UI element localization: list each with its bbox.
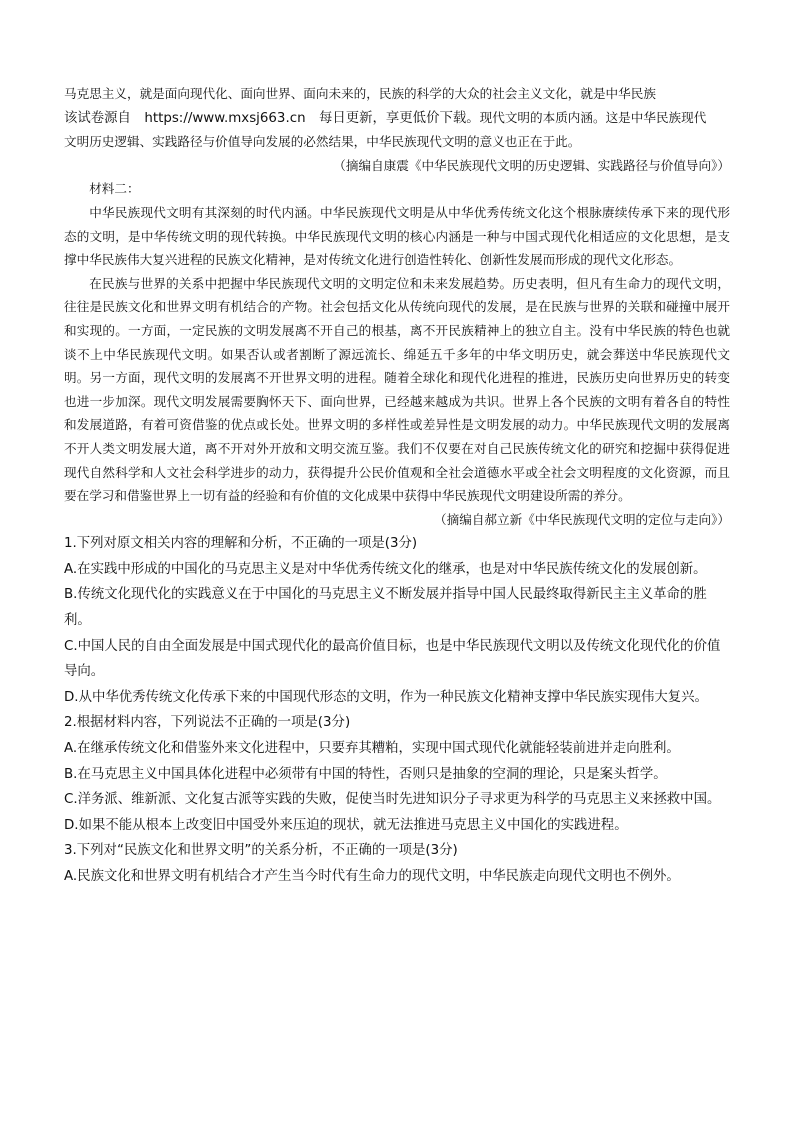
question-3 <box>64 838 730 889</box>
material-two-paragraph-2: 在民族与世界的关系中把握中华民族现代文明的文明定位和未来发展趋势。历史表明，但凡有生命力的现代文明，往往是民族文化和世界文明有机结合的产物。社会包括文化从传统向现代的发展，是在民族与世界的关联和碰撞中展开和实现的。一方面，一定民族的文明发展离不开自己的根基，离不开民族精神上的独立自主。没有中华民族的特色也就谈不上中华民族现代文明。如果否认或者割断了源远流长、绵延五千多年的中华文明历史，就会葬送中华民族现代文明。另一方面，现代文明的发展离不开世界文明的进程。随着全球化和现代化进程的推进，民族历史向世界历史的转变也进一步加深。现代文明发展需要胸怀天下、面向世界，已经越来越成为共识。世界上各个民族的文明有着各自的特性和发展道路，有着可资借鉴的优点或长处。世界文明的多样性或差异性是文明发展的动力。中华民族现代文明的发展离不开人类文明发展大道，离不开对外开放和文明交流互鉴。我们不仅要在对自己民族传统文化的研究和挖掘中获得促进现代自然科学和人文社会科学进步的动力，获得提升公民价值观和全社会道德水平或全社会文明程度的文化资源，而且要在学习和借鉴世界上一切有益的经验和有价值的文化成果中获得中华民族现代文明建设所需的养分。 <box>64 275 730 504</box>
intro-line-3: 文明历史逻辑、实践路径与价值导向发展的必然结果，中华民族现代文明的意义也正在于此。 <box>64 134 581 150</box>
question-2 <box>64 710 730 838</box>
option-c: C.中国人民的自由全面发展是中国式现代化的最高价值目标，也是中华民族现代文明以及传统文化现代化的价值导向。 <box>64 638 721 680</box>
material-two-source: （摘编自郝立新《中华民族现代文明的定位与走向》） <box>434 511 730 527</box>
option-a: A.民族文化和世界文明有机结合才产生当今时代有生命力的现代文明，中华民族走向现代文明也不例外。 <box>64 869 680 884</box>
question-stem: 1.下列对原文相关内容的理解和分析，不正确的一项是(3分) <box>64 536 418 552</box>
option-a: A.在继承传统文化和借鉴外来文化进程中，只要弃其糟粕，实现中国式现代化就能轻装前进并走向胜利。 <box>64 741 680 757</box>
material-two <box>64 177 730 531</box>
intro-line-2-rest: 现代文明的本质内涵。这是中华民族现代 <box>479 109 707 125</box>
question-1 <box>64 531 730 710</box>
material-one-source: （摘编自康震《中华民族现代文明的历史逻辑、实践路径与价值导向》） <box>333 157 730 173</box>
option-a: A.在实践中形成的中国化的马克思主义是对中华优秀传统文化的继承，也是对中华民族传统文化的发展创新。 <box>64 561 707 577</box>
option-b: B.在马克思主义中国具体化进程中必须带有中国的特性，否则只是抽象的空洞的理论，只是案头哲学。 <box>64 766 667 782</box>
material-two-paragraph-1: 中华民族现代文明有其深刻的时代内涵。中华民族现代文明是从中华优秀传统文化这个根脉赓续传承下来的现代形态的文明，是中华传统文明的现代转换。中华民族现代文明的核心内涵是一种与中国式现代化相适应的文化思想，是支撑中华民族伟大复兴进程的民族文化精神，是对传统文化进行创造性转化、创新性发展而形成的现代文化形态。 <box>64 204 730 268</box>
question-section <box>64 531 730 889</box>
question-stem: 3.下列对“民族文化和世界文明”的关系分析，不正确的一项是(3分) <box>64 843 458 859</box>
option-d: D.如果不能从根本上改变旧中国受外来压迫的现状，就无法推进马克思主义中国化的实践进程。 <box>64 817 628 833</box>
option-c: C.洋务派、维新派、文化复古派等实践的失败，促使当时先进知识分子寻求更为科学的马克思主义来拯救中国。 <box>64 792 721 808</box>
intro-line-1: 马克思主义，就是面向现代化、面向世界、面向未来的，民族的科学的大众的社会主义文化，就是中华民族 <box>64 86 656 101</box>
option-b: B.传统文化现代化的实践意义在于中国化的马克思主义不断发展并指导中国人民最终取得新民主主义革命的胜利。 <box>64 587 707 629</box>
material-two-label: 材料二： <box>89 181 140 197</box>
intro-line-2 <box>64 106 730 131</box>
source-watermark-text: 该试卷源自 https://www.mxsj663.cn 每日更新，享更低价下载。 <box>64 110 480 126</box>
option-d: D.从中华优秀传统文化传承下来的中国现代形态的文明，作为一种民族文化精神支撑中华民族实现伟大复兴。 <box>64 689 708 705</box>
material-one-tail <box>64 82 730 177</box>
question-stem: 2.根据材料内容，下列说法不正确的一项是(3分) <box>64 715 351 731</box>
